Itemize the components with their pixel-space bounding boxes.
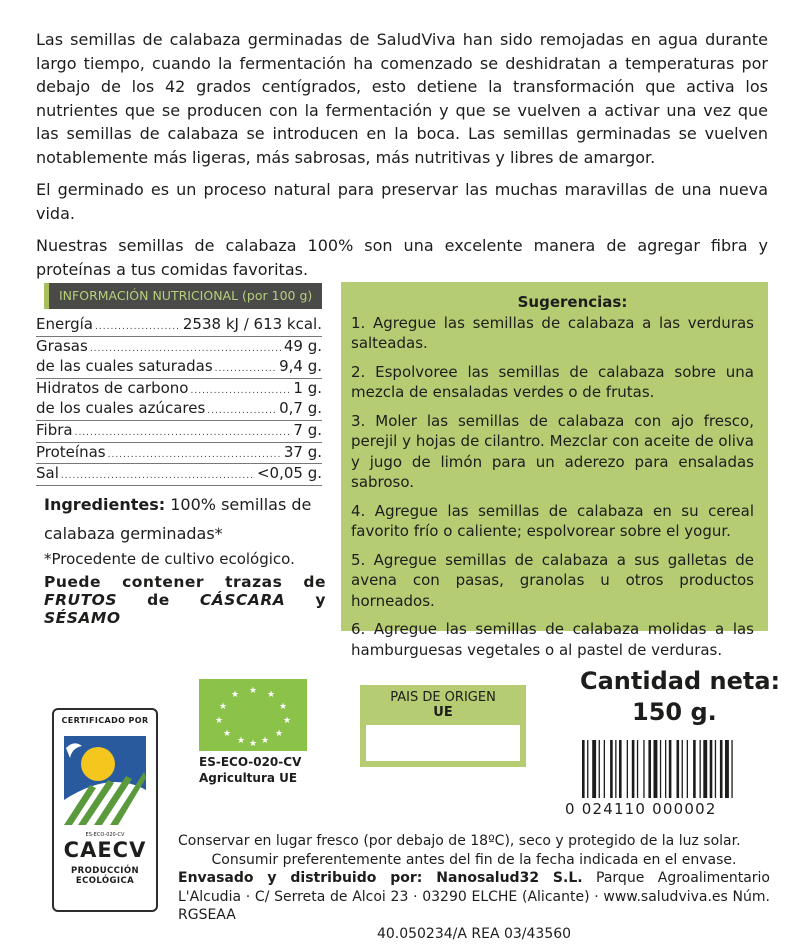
svg-text:★: ★ — [260, 736, 270, 746]
eu-organic-leaf-icon — [199, 679, 307, 751]
country-of-origin-box — [360, 685, 526, 767]
allergen-and: y — [315, 591, 327, 609]
ingredients-text: 100% semillas de calabaza germinadas* — [44, 495, 312, 543]
caecv-certified-by: CERTIFICADO POR — [61, 716, 149, 725]
suggestion-item: 4. Agregue las semillas de calabaza en su cereal favorito frío o caliente; espolvorear sobre el yogur. — [351, 501, 754, 540]
suggestion-item: 5. Agregue semillas de calabaza a sus galletas de avena con pasas, granolas u otros productos horneados. — [351, 550, 754, 610]
allergen-shell: CÁSCARA — [199, 591, 286, 609]
nutrition-value: 1 g. — [293, 378, 322, 397]
eu-organic-code: ES-ECO-020-CV — [199, 755, 302, 769]
allergen-sesame: SÉSAMO — [44, 609, 121, 627]
nutrition-label: Fibra — [36, 420, 73, 439]
nutrition-value: 37 g. — [283, 442, 322, 461]
caecv-subtitle-line-2: ECOLÓGICA — [75, 876, 135, 886]
svg-text:★: ★ — [274, 729, 284, 739]
svg-text:★: ★ — [248, 739, 258, 749]
allergen-lead: Puede contener trazas de — [44, 573, 326, 591]
nutrition-table — [36, 283, 322, 486]
ingredients-origin-note: *Procedente de cultivo ecológico. — [44, 550, 295, 568]
nutrition-row-fiber — [36, 421, 322, 443]
barcode-number: 0 024110 000002 — [565, 800, 717, 818]
net-quantity-value: 150 g. — [632, 698, 717, 726]
nutrition-row-protein — [36, 443, 322, 465]
nutrition-value: <0,05 g. — [256, 464, 322, 483]
caecv-certification-logo — [52, 708, 158, 912]
caecv-code: ES-ECO-020-CV — [85, 832, 125, 838]
origin-title: PAIS DE ORIGEN — [390, 690, 496, 705]
description-paragraph-2: El germinado es un proceso natural para preservar las muchas maravillas de una nueva vida. — [36, 180, 768, 223]
ingredients-label: Ingredientes: — [44, 495, 166, 514]
nutrition-row-salt — [36, 464, 322, 486]
description-paragraph-3: Nuestras semillas de calabaza 100% son una excelente manera de agregar fibra y proteínas a tus comidas favoritas. — [36, 236, 768, 279]
nutrition-label: Sal — [36, 464, 59, 483]
caecv-emblem-icon — [60, 730, 150, 830]
origin-blank-area — [366, 725, 520, 761]
distributor-address: Parque Agroalimentario L'Alcudia · C/ Serreta de Alcoi 23 · 03290 ELCHE (Alicante) · www.saludviva.es Núm. RGSEAA — [178, 870, 770, 923]
caecv-subtitle-line-1: PRODUCCIÓN — [71, 866, 139, 876]
suggestion-item: 1. Agregue las semillas de calabaza a las verduras salteadas. — [351, 313, 754, 352]
suggestion-item: 3. Moler las semillas de calabaza con ajo fresco, perejil y hojas de cilantro. Mezclar con aceite de oliva y jugo de limón para un aderezo para ensaladas sabroso. — [351, 411, 754, 491]
nutrition-row-energy — [36, 315, 322, 337]
nutrition-value: 0,7 g. — [279, 399, 322, 418]
storage-and-distributor-info — [178, 832, 770, 943]
nutrition-value: 49 g. — [283, 336, 322, 355]
svg-text:★: ★ — [266, 690, 276, 700]
nutrition-row-saturated — [36, 357, 322, 379]
nutrition-label: Grasas — [36, 336, 88, 355]
nutrition-row-carbs — [36, 379, 322, 400]
eu-agriculture-origin: Agricultura UE — [199, 771, 298, 785]
barcode-icon — [578, 740, 758, 802]
nutrition-row-fat — [36, 337, 322, 358]
suggestions-box — [341, 282, 768, 659]
nutrition-label: de los cuales azúcares — [36, 399, 206, 418]
distributor-info — [178, 869, 770, 925]
registry-number: 40.050234/A REA 03/43560 — [376, 925, 572, 942]
ingredients — [44, 490, 326, 570]
nutrition-value: 2538 kJ / 613 kcal. — [182, 315, 322, 333]
storage-instructions: Conservar en lugar fresco (por debajo de 18ºC), seco y protegido de la luz solar. — [178, 833, 741, 849]
suggestion-item: 2. Espolvoree las semillas de calabaza sobre una mezcla de ensaladas verdes o de frutas. — [351, 362, 754, 401]
svg-text:★: ★ — [248, 686, 258, 696]
svg-text:★: ★ — [230, 690, 240, 700]
svg-text:★: ★ — [278, 702, 288, 712]
nutrition-row-sugars — [36, 399, 322, 421]
suggestion-item: 6. Agregue las semillas de calabaza molidas a las hamburguesas vegetales o al pastel de verduras. — [351, 620, 754, 659]
nutrition-label: Energía — [36, 315, 93, 333]
svg-text:★: ★ — [236, 736, 246, 746]
best-before-note: Consumir preferentemente antes del fin de la fecha indicada en el envase. — [211, 851, 737, 868]
suggestions-title: Sugerencias: — [517, 293, 628, 311]
nutrition-heading: INFORMACIÓN NUTRICIONAL (por 100 g) — [44, 283, 322, 309]
origin-value: UE — [433, 705, 453, 720]
caecv-name: CAECV — [63, 838, 147, 862]
nutrition-label: de las cuales saturadas — [36, 357, 213, 376]
svg-text:★: ★ — [222, 729, 232, 739]
allergen-warning — [44, 573, 326, 627]
net-quantity-label: Cantidad neta: — [580, 667, 781, 695]
nutrition-value: 7 g. — [293, 420, 322, 439]
nutrition-label: Hidratos de carbono — [36, 378, 189, 397]
eu-organic-info — [199, 754, 301, 786]
product-description — [36, 28, 768, 290]
description-paragraph-1: Las semillas de calabaza germinadas de SaludViva han sido remojadas en agua durante largo tiempo, cuando la fermentación ha comenzado se deshidratan a temperaturas por debajo de los 42 grados centígrados, esto detiene la transformación que activa los nutrientes que se producen con la fermentación y que se vuelven a activar una vez que las semillas de calabaza se introducen en la boca. Las semillas germinadas se vuelven notablemente más ligeras, más sabrosas, más nutritivas y libres de amargor. — [36, 30, 768, 167]
packer-label: Envasado y distribuido por: Nanosalud32 S.L. — [178, 870, 583, 886]
caecv-subtitle — [54, 866, 156, 886]
svg-text:★: ★ — [282, 716, 292, 726]
nutrition-label: Proteínas — [36, 442, 106, 461]
svg-text:★: ★ — [214, 716, 224, 726]
nutrition-value: 9,4 g. — [279, 357, 322, 376]
svg-text:★: ★ — [218, 702, 228, 712]
allergen-de: de — [147, 591, 170, 609]
allergen-nuts: FRUTOS — [44, 591, 118, 609]
